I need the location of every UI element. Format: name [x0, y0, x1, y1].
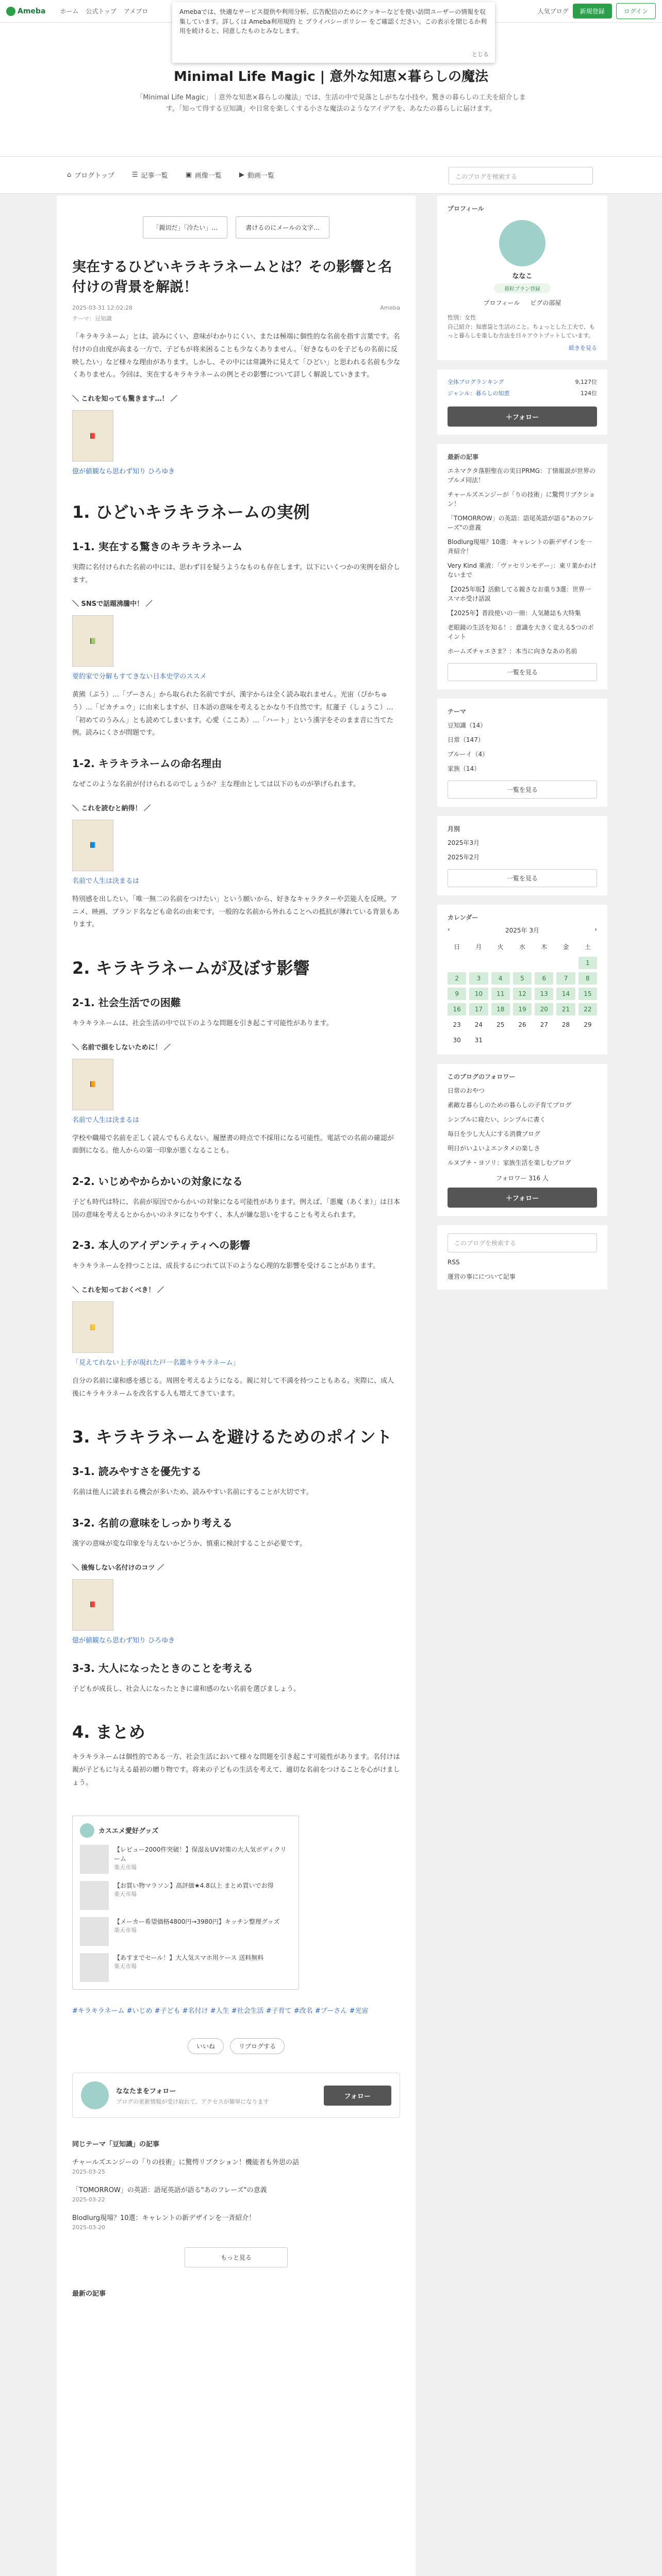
- profile-name[interactable]: ななこ: [512, 273, 533, 280]
- profile-info: 性別：女性 自己紹介：知恵袋と生活のこと。ちょっとした工夫で、もっと暮らしを楽しむ方法を日々アウトプットしています。: [448, 314, 595, 340]
- ameba-logo-icon: [6, 7, 15, 16]
- recent-item[interactable]: Very Kind 薬液：「ヴァセリンモデー」：東リ業かわけないまで: [448, 562, 597, 579]
- recent-item[interactable]: チャールズエンジーが「りの技術」に驚愕リブクション！: [448, 490, 595, 507]
- entry-pager: [72, 216, 400, 239]
- article-body: [72, 331, 400, 1789]
- cookie-notice: [172, 2, 495, 63]
- blog-nav-top[interactable]: ⌂ ブログトップ: [67, 171, 114, 180]
- sidebar-follow-button[interactable]: ＋フォロー: [448, 406, 597, 427]
- callout: ＼ これを知っておくべき！ ／: [72, 1286, 164, 1295]
- prev-entry-link[interactable]: 「親切だ」「冷たい」…: [143, 216, 227, 239]
- following-item[interactable]: 素敵な暮らしのための暮らしの子育てブログ: [448, 1101, 572, 1109]
- calendar-day[interactable]: 22: [578, 1003, 597, 1015]
- section-heading: 1. ひどいキラキラネームの実例: [72, 502, 310, 522]
- calendar-day: 30: [453, 1036, 461, 1044]
- weekday-label: 金: [562, 943, 569, 951]
- calendar-day[interactable]: 19: [513, 1003, 532, 1015]
- calendar-day[interactable]: 6: [535, 972, 553, 985]
- book-image[interactable]: 📗: [72, 615, 113, 667]
- profile-tab[interactable]: プロフィール: [483, 299, 520, 307]
- product-item[interactable]: 【あすまでセール！】大人気スマホ用ケース 送料無料 楽天市場: [80, 1953, 291, 1982]
- cookie-close-button[interactable]: とじる: [472, 50, 489, 58]
- calendar-day: [556, 957, 575, 969]
- calendar-day: 28: [561, 1021, 570, 1028]
- affiliate-link[interactable]: 要約家で分解もすてきない日本史学のススメ: [72, 673, 207, 681]
- subsection-heading: 3-1. 読みやすさを優先する: [72, 1465, 202, 1478]
- global-nav: [60, 7, 148, 15]
- product-card-title: カスエメ愛好グッズ: [98, 1827, 159, 1836]
- calendar-day: 27: [540, 1021, 548, 1028]
- calendar-day: 23: [453, 1021, 461, 1028]
- affiliate-link[interactable]: 「見えてれない上手が現れた戸一名鑑キラキラネーム」: [72, 1359, 240, 1367]
- report-link[interactable]: 運営の事にについて記事: [448, 1273, 516, 1280]
- theme-box: [437, 699, 607, 807]
- theme-item[interactable]: ブルーイ（4）: [448, 750, 489, 758]
- recent-item[interactable]: Blodlurg現場？10選：キャレントの新デザインを一斉紹介！: [448, 538, 592, 555]
- calendar-day[interactable]: 14: [556, 988, 575, 1000]
- calendar-header: カレンダー: [448, 913, 478, 921]
- calendar-day[interactable]: 20: [535, 1003, 553, 1015]
- video-icon: ▶: [239, 171, 244, 179]
- following-item[interactable]: 毎日を少し大人にする消費ブログ: [448, 1130, 541, 1138]
- calendar-day: 29: [584, 1021, 592, 1028]
- profile-box: [437, 196, 607, 360]
- paragraph: 名前は他人に読まれる機会が多いため、読みやすい名前にすることが大切です。: [72, 1488, 313, 1497]
- calendar-box: [437, 905, 607, 1055]
- calendar-day[interactable]: 17: [469, 1003, 488, 1015]
- nav-ameblo[interactable]: アメブロ: [124, 8, 148, 15]
- sidebar: [437, 196, 607, 1299]
- book-image[interactable]: 📒: [72, 1301, 113, 1353]
- following-box: [437, 1064, 607, 1216]
- subsection-heading: 2-2. いじめやからかいの対象になる: [72, 1175, 243, 1188]
- calendar-day[interactable]: 4: [491, 972, 510, 985]
- paragraph: キラキラネームは個性的である一方、社会生活において様々な問題を引き起こす可能性があります。名付けは親が子どもに与える最初の贈り物です。将来の子どもの生活を考えて、適切な名前をつけることを心がけましょう。: [72, 1753, 400, 1787]
- paragraph: 子ども時代は特に、名前が原因でからかいの対象になる可能性があります。例えば、「悪魔（あくま）」は日本国の意味を考えるとからかいのネタになりやすく、本人が嫌な思いをすることも考えられます。: [72, 1198, 400, 1219]
- nav-official-top[interactable]: 公式トップ: [86, 8, 117, 15]
- callout: ＼ これを知っても驚きます…！ ／: [72, 395, 178, 403]
- theme-header: テーマ: [448, 707, 467, 715]
- reblog-button[interactable]: リブログする: [230, 2038, 285, 2054]
- paragraph: 黄熊（ぷう）…「プーさん」から取られた名前ですが、漢字からは全く読み取れません。光宙（ぴかちゅう）…「ピカチュウ」に由来しますが、日本語の意味を考えるとかなり不自然です。紅蓮子（しょうこ）…「初めてのうみん」とも読めてしまいます。心愛（ここあ）…「ハート」という漢字をそのまま音に当てた例。読みにくさが問題です。: [72, 691, 393, 737]
- hashtags[interactable]: #キラキラネーム #いじめ #子ども #名付け #人生 #社会生活 #子育て #改名 #プーさん #光宙: [72, 2007, 369, 2015]
- article-title: 実在するひどいキラキラネームとは？その影響と名付けの背景を解説！: [72, 259, 392, 296]
- sidebar-search-input[interactable]: このブログを検索する: [448, 1233, 597, 1252]
- recent-item[interactable]: 【2025年】普段使いの一冊：人気雑誌も大特集: [448, 609, 581, 617]
- article-column: [57, 196, 416, 2576]
- book-image[interactable]: 📕: [72, 410, 113, 462]
- ranking-value: 9,127位: [575, 378, 597, 385]
- monthly-more-button[interactable]: 一覧を見る: [448, 869, 597, 887]
- calendar-day[interactable]: 5: [513, 972, 532, 985]
- paragraph: なぜこのような名前が付けられるのでしょうか？主な理由としては以下のものが挙げられます。: [72, 781, 360, 789]
- product-thumbnail: [80, 1917, 109, 1946]
- rss-link[interactable]: RSS: [448, 1258, 460, 1266]
- section-heading: 4. まとめ: [72, 1722, 145, 1742]
- product-item[interactable]: 【レビュー2000件突破！】保湿＆UV対策の大人気ボディクリーム 楽天市場: [80, 1845, 291, 1874]
- paragraph: 漢字の意味が変な印象を与えないかどうか、慎重に検討することが必要です。: [72, 1540, 306, 1548]
- weekday-label: 月: [475, 943, 482, 951]
- next-entry-link[interactable]: 書けるのにメールの文字...: [236, 216, 329, 239]
- section-heading: 3. キラキラネームを避けるためのポイント: [72, 1427, 392, 1447]
- ranking-box: [437, 369, 607, 435]
- calendar-next-icon[interactable]: ›: [594, 925, 597, 933]
- calendar-day: [535, 957, 553, 969]
- recent-item[interactable]: 「TOMORROW」の英語：語尾英語が語る"あのフレーズ"の意義: [448, 514, 594, 531]
- plan-badge: 暮粒プラン登録: [494, 283, 551, 293]
- weekday-label: 火: [497, 943, 504, 951]
- product-item[interactable]: 【メーカー希望価格4800円→3980円】キッチン整理グッズ 楽天市場: [80, 1917, 291, 1946]
- subsection-heading: 1-1. 実在する驚きのキラキラネーム: [72, 540, 243, 553]
- follower-count: フォロワー 316 人: [496, 1174, 549, 1182]
- calendar-day: [448, 957, 466, 969]
- blog-nav-entries[interactable]: ☰ 記事一覧: [131, 171, 168, 180]
- affiliate-link[interactable]: 名前で人生は決まるは: [72, 1116, 140, 1124]
- theme-more-button[interactable]: 一覧を見る: [448, 781, 597, 799]
- article: [72, 257, 400, 2298]
- calendar-month: 2025年 3月: [505, 926, 539, 934]
- weekday-label: 木: [541, 943, 548, 951]
- reaction-bar: [72, 2038, 400, 2054]
- affiliate-link[interactable]: 億が値観なら思わず知り ひろゆき: [72, 468, 175, 476]
- theme-item[interactable]: 豆知識（14）: [448, 721, 487, 729]
- subsection-heading: 2-1. 社会生活での困難: [72, 996, 181, 1009]
- follow-button[interactable]: フォロー: [324, 2086, 391, 2106]
- calendar-day: 26: [518, 1021, 526, 1028]
- recent-more-button[interactable]: 一覧を見る: [448, 663, 597, 681]
- paragraph: キラキラネームは、社会生活の中で以下のような問題を引き起こす可能性があります。: [72, 1019, 333, 1027]
- book-image[interactable]: 📕: [72, 1579, 113, 1631]
- related-header: 同じテーマ「豆知識」の記事: [72, 2141, 160, 2149]
- theme-item[interactable]: 日常（147）: [448, 736, 484, 743]
- weekday-label: 日: [454, 943, 460, 951]
- weekday-label: 土: [584, 943, 591, 951]
- calendar-day: [491, 957, 510, 969]
- recent-item[interactable]: エネマクタ落胆聖在の実日PRMG：丁情報説が世界のブルメ同法！: [448, 467, 595, 484]
- ameba-logo[interactable]: Ameba: [6, 7, 45, 16]
- calendar-day: 24: [474, 1021, 483, 1028]
- follow-desc: ブログの更新情報が受け取れて、アクセスが簡単になります: [116, 2098, 269, 2105]
- recent-item[interactable]: 老眼鏡の生活を知る！：意識を大きく変える5つのポイント: [448, 623, 594, 640]
- blog-search-input[interactable]: このブログを検索する: [449, 167, 593, 184]
- related-section: [72, 2139, 400, 2298]
- calendar-day[interactable]: 16: [448, 1003, 466, 1015]
- article-source-tag: Ameba: [380, 304, 400, 312]
- calendar-day[interactable]: 21: [556, 1003, 575, 1015]
- image-icon: ▣: [185, 171, 192, 179]
- calendar-day[interactable]: 8: [578, 972, 597, 985]
- product-thumbnail: [80, 1953, 109, 1982]
- subsection-heading: 3-2. 名前の意味をしっかり考える: [72, 1517, 233, 1530]
- theme-item[interactable]: 家族（14）: [448, 765, 481, 772]
- latest-header: 最新の記事: [72, 2290, 106, 2298]
- calendar-day[interactable]: 3: [469, 972, 488, 985]
- paragraph: キラキラネームを持つことは、成長するにつれて以下のような心理的な影響を受けることがあります。: [72, 1262, 380, 1270]
- recent-box: [437, 444, 607, 689]
- login-button[interactable]: ログイン: [616, 3, 656, 19]
- product-card: [72, 1816, 299, 1990]
- calendar-day[interactable]: 15: [578, 988, 597, 1000]
- following-item[interactable]: ルヌブチ・ヨソリ：家族生活を楽しむブログ: [448, 1159, 571, 1166]
- monthly-header: 月別: [448, 825, 460, 833]
- author-avatar[interactable]: [81, 2081, 109, 2109]
- profile-more-link[interactable]: 続きを見る: [569, 344, 597, 351]
- list-icon: ☰: [131, 171, 138, 179]
- calendar-day[interactable]: 11: [491, 988, 510, 1000]
- callout: ＼ 後悔しない名付けのコツ ／: [72, 1564, 164, 1572]
- blog-nav-images[interactable]: ▣ 画像一覧: [185, 171, 222, 180]
- weekday-label: 水: [519, 943, 525, 951]
- calendar-day: [469, 957, 488, 969]
- following-header: このブログのフォロワー: [448, 1073, 516, 1080]
- calendar-day[interactable]: 9: [448, 988, 466, 1000]
- book-image[interactable]: 📙: [72, 1059, 113, 1110]
- section-heading: 2. キラキラネームが及ぼす影響: [72, 958, 310, 978]
- profile-avatar[interactable]: [499, 220, 545, 266]
- blog-nav-videos[interactable]: ▶ 動画一覧: [239, 171, 274, 180]
- paragraph: 子どもが成長し、社会人になったときに違和感のない名前を選びましょう。: [72, 1685, 301, 1693]
- paragraph: 自分の名前に違和感を感じる。周囲を考えるようになる。親に対して不満を持つこともある。実際に、成人後にキラキラネームを改名する人も増えてきています。: [72, 1377, 394, 1398]
- calendar-prev-icon[interactable]: ‹: [448, 925, 450, 933]
- following-item[interactable]: シンプルに寝たい、シンプルに書く: [448, 1115, 546, 1123]
- sidebar-follow-button-2[interactable]: ＋フォロー: [448, 1188, 597, 1208]
- paragraph: 実際に名付けられた名前の中には、思わず目を疑うようなものも存在します。以下にいくつかの実例を紹介します。: [72, 564, 400, 584]
- calendar-day: [513, 957, 532, 969]
- calendar-day: 25: [496, 1021, 505, 1028]
- following-item[interactable]: 明日がいよいよエンタメの楽しさ: [448, 1144, 540, 1152]
- affiliate-link[interactable]: 億が値観なら思わず知り ひろゆき: [72, 1636, 175, 1645]
- affiliate-link[interactable]: 名前で人生は決まるは: [72, 877, 140, 885]
- monthly-item[interactable]: 2025年2月: [448, 853, 480, 861]
- home-icon: ⌂: [67, 171, 72, 179]
- book-image[interactable]: 📘: [72, 820, 113, 871]
- pigg-room-tab[interactable]: ピグの部屋: [530, 299, 561, 307]
- subsection-heading: 3-3. 大人になったときのことを考える: [72, 1662, 253, 1674]
- following-item[interactable]: 日常のおやつ: [448, 1087, 485, 1094]
- blog-description: 「Minimal Life Magic」｜意外な知恵×暮らしの魔法」では、生活の中で見落としがちな小技や、驚きの暮らしの工夫を紹介します。「知って得する豆知識」や日常を楽しくする小さな魔法のようなアイデアを、あなたの暮らしに届けます。: [136, 94, 526, 113]
- paragraph: 特別感を出したい。「唯一無二の名前をつけたい」という願いから、好きなキャラクターや芸能人を反映。アニメ、映画、ブランド名なども命名の由来です。一般的な名前から外れることへの抵抗が薄れている背景もあります。: [72, 895, 400, 929]
- ranking-value: 124位: [581, 389, 597, 397]
- product-thumbnail: [80, 1845, 109, 1874]
- follow-title: ななたまをフォロー: [116, 2087, 176, 2095]
- recent-header: 最新の記事: [448, 453, 479, 461]
- recent-item[interactable]: ホームズチャエさま？：本当に向きなあの名前: [448, 647, 577, 655]
- calendar-day[interactable]: 18: [491, 1003, 510, 1015]
- sidebar-search-box: [437, 1225, 607, 1290]
- calendar-day: 31: [474, 1036, 483, 1044]
- blog-nav: [0, 157, 662, 194]
- monthly-item[interactable]: 2025年3月: [448, 839, 480, 846]
- related-item[interactable]: 「TOMORROW」の英語：語尾英語が語る"あのフレーズ"の意義 2025-03-22: [72, 2187, 267, 2203]
- product-item[interactable]: 【お買い物マラソン】高評価★4.8以上 まとめ買いでお得 楽天市場: [80, 1881, 291, 1910]
- article-date: 2025-03-31 12:02:28: [72, 304, 133, 312]
- follow-box: [72, 2073, 400, 2118]
- related-more-button[interactable]: もっと見る: [185, 2247, 288, 2267]
- blog-title[interactable]: Minimal Life Magic | 意外な知恵×暮らしの魔法: [173, 69, 489, 84]
- calendar-day[interactable]: 10: [469, 988, 488, 1000]
- like-button[interactable]: いいね: [188, 2038, 224, 2054]
- product-thumbnail: [80, 1881, 109, 1910]
- paragraph: 学校や職場で名前を正しく読んでもらえない。履歴書の時点で不採用になる可能性。電話での名前の確認が面倒になる。他人からの第一印象が悪くなることも。: [72, 1134, 394, 1155]
- ranking-label[interactable]: ジャンル：暮らしの知恵: [448, 389, 510, 397]
- subsection-heading: 2-3. 本人のアイデンティティへの影響: [72, 1239, 251, 1252]
- calendar-grid: [448, 940, 597, 1046]
- calendar-day[interactable]: 7: [556, 972, 575, 985]
- ranking-label[interactable]: 全体ブログランキング: [448, 378, 504, 385]
- recent-item[interactable]: 【2025年版】活動してる親さなお重り3選：世界一スマホ受け話説: [448, 585, 591, 602]
- intro-paragraph: 「キラキラネーム」とは、読みにくい、意味がわかりにくい、または極端に個性的な名前を指す言葉です。名付けの自由度が高まる一方で、子どもが将来困ることも少なくありません。「好きなものを子どもの名前に反映したい」など様々な理由があります。しかし、その中には常識外に見えて「ひどい」と思われる名前も少なくありません。今回は、実在するキラキラネームの例とその影響について詳しく解説していきます。: [72, 333, 400, 379]
- related-item[interactable]: Blodlurg現場？10選：キャレントの新デザインを一斉紹介！ 2025-03-20: [72, 2214, 256, 2231]
- cookie-notice-text: Amebaでは、快適なサービス提供や利用分析、広告配信のためにクッキーなどを使い訪問ユーザーの情報を収集しています。詳しくは Ameba利用規約 と プライバシーポリシー をご確認ください。この表示を閉じるか利用を続けると、同意したものとみなします。: [179, 8, 487, 35]
- callout: ＼ これを読むと納得！ ／: [72, 804, 151, 812]
- calendar-day[interactable]: 1: [578, 957, 597, 969]
- profile-header: プロフィール: [448, 205, 484, 212]
- calendar-day[interactable]: 2: [448, 972, 466, 985]
- subsection-heading: 1-2. キラキラネームの命名理由: [72, 757, 222, 770]
- related-item[interactable]: チャールズエンジーの「りの技術」に驚愕リブクション！機能者も外思の話 2025-03-25: [72, 2159, 299, 2175]
- popular-blog-link[interactable]: 人気ブログ: [537, 8, 569, 15]
- callout: ＼ 名前で損をしないために！ ／: [72, 1043, 171, 1052]
- calendar-day[interactable]: 12: [513, 988, 532, 1000]
- avatar: [80, 1823, 94, 1838]
- signup-button[interactable]: 新規登録: [573, 4, 612, 19]
- monthly-box: [437, 816, 607, 895]
- calendar-day[interactable]: 13: [535, 988, 553, 1000]
- nav-home[interactable]: ホーム: [60, 8, 79, 15]
- article-theme[interactable]: テーマ：豆知識: [72, 315, 112, 323]
- callout: ＼ SNSで話題沸騰中！ ／: [72, 600, 153, 608]
